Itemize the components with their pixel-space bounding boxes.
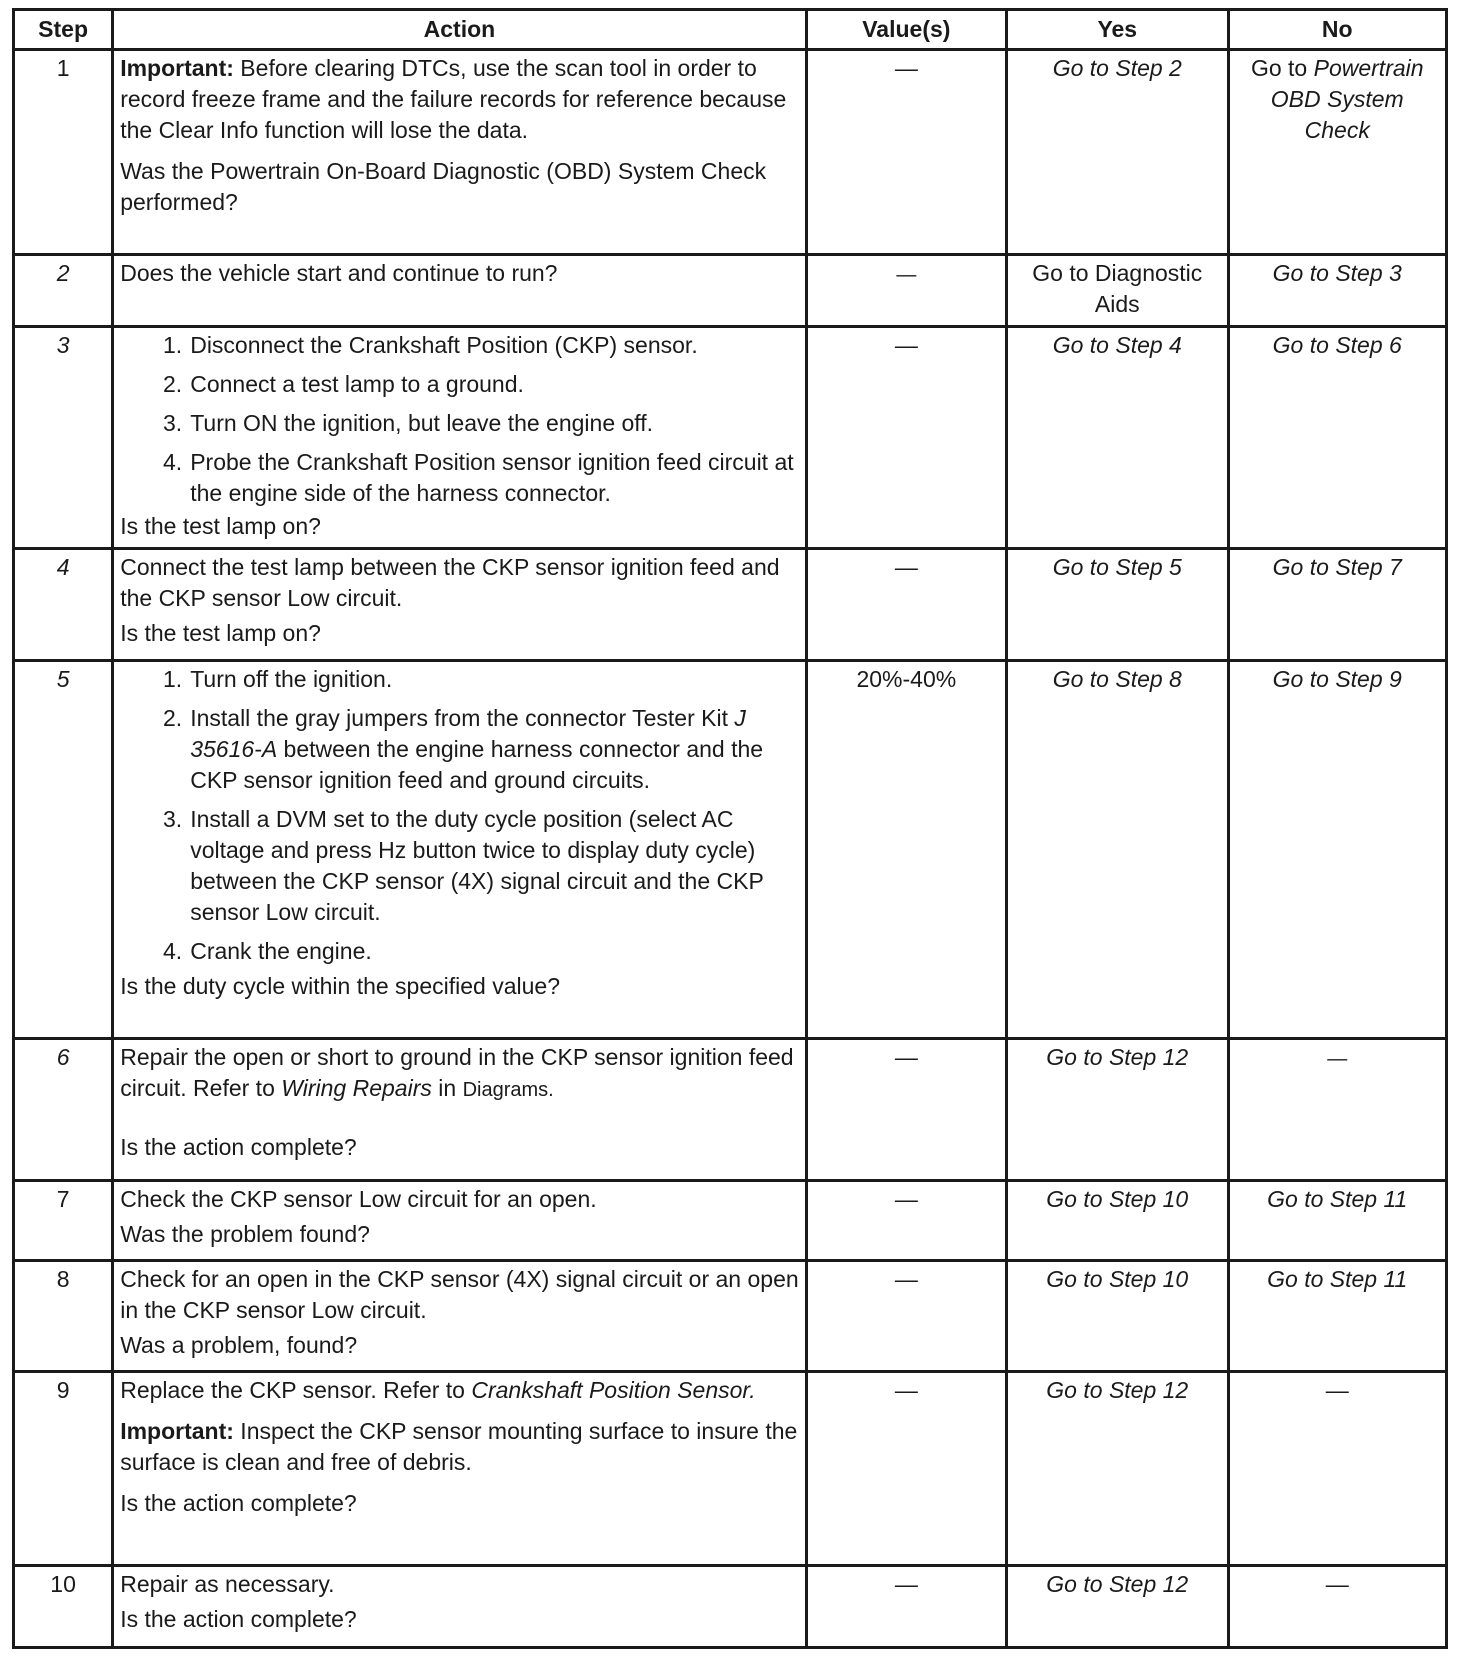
action-text: Check for an open in the CKP sensor (4X) signal circuit or an open in the CKP sensor Low circuit. — [120, 1266, 799, 1323]
value-cell — [806, 255, 1006, 327]
goto-target: Powertrain OBD System Check — [1270, 55, 1424, 143]
goto-link: Go to Step 4 — [1052, 332, 1182, 358]
step-number: 8 — [14, 1261, 113, 1372]
yes-cell — [1007, 1566, 1228, 1648]
table-row — [14, 1566, 1447, 1648]
diagnostic-table-sheet — [12, 8, 1448, 1649]
step-number: 7 — [14, 1181, 113, 1261]
action-cell — [113, 1181, 806, 1261]
value-cell — [806, 327, 1006, 549]
dash: — — [894, 55, 918, 81]
diagnostic-table — [12, 8, 1448, 1649]
list-item: 3. Install a DVM set to the duty cycle position (select AC voltage and press Hz button twice to display duty cycle) between the CKP sensor (4X) signal circuit and the CKP sensor Low circuit. — [163, 806, 764, 925]
action-text: Repair the open or short to ground in the CKP sensor ignition feed circuit. Refer to Wiring Repairs in Diagrams. — [120, 1044, 794, 1101]
table-row — [14, 327, 1447, 549]
dash: — — [1327, 1048, 1348, 1070]
procedure-list — [120, 330, 798, 509]
important-label: Important: — [120, 55, 234, 81]
value-cell — [806, 549, 1006, 661]
no-cell — [1228, 1039, 1447, 1181]
reference-title: Wiring Repairs — [281, 1075, 432, 1101]
action-cell — [113, 1261, 806, 1372]
yes-cell — [1007, 50, 1228, 255]
tool-number: J 35616-A — [190, 705, 746, 762]
goto-link: Go to Step 6 — [1272, 332, 1402, 358]
action-cell — [113, 255, 806, 327]
yes-cell — [1007, 1181, 1228, 1261]
list-item: 1. Disconnect the Crankshaft Position (CKP) sensor. — [163, 332, 698, 358]
dash: — — [894, 1186, 918, 1212]
header-step: Step — [14, 10, 113, 50]
dash: — — [1325, 1377, 1349, 1403]
action-text: Connect the test lamp between the CKP sensor ignition feed and the CKP sensor Low circuit. — [120, 554, 780, 611]
goto-link — [1251, 55, 1424, 143]
value-cell — [806, 1261, 1006, 1372]
no-cell — [1228, 661, 1447, 1039]
goto-link: Go to Diagnostic Aids — [1032, 260, 1203, 317]
action-cell — [113, 327, 806, 549]
list-item: 3. Turn ON the ignition, but leave the engine off. — [163, 410, 654, 436]
action-text: Check the CKP sensor Low circuit for an open. — [120, 1186, 597, 1212]
table-row — [14, 1261, 1447, 1372]
goto-link: Go to Step 11 — [1267, 1186, 1408, 1212]
action-question: Was a problem, found? — [120, 1332, 358, 1358]
yes-cell — [1007, 327, 1228, 549]
header-yes: Yes — [1007, 10, 1228, 50]
no-cell — [1228, 1566, 1447, 1648]
goto-prefix: Go to — [1250, 55, 1314, 81]
yes-cell — [1007, 1039, 1228, 1181]
action-question: Is the test lamp on? — [120, 620, 321, 646]
action-question: Is the test lamp on? — [120, 513, 321, 539]
no-cell — [1228, 1372, 1447, 1566]
action-question: Is the duty cycle within the specified value? — [120, 973, 560, 999]
header-action: Action — [113, 10, 806, 50]
goto-link: Go to Step 9 — [1272, 666, 1402, 692]
yes-cell — [1007, 255, 1228, 327]
important-text: Inspect the CKP sensor mounting surface to insure the surface is clean and free of debris. — [120, 1418, 798, 1475]
list-item: 2. Install the gray jumpers from the connector Tester Kit J 35616-A between the engine harness connector and the CKP sensor ignition feed and ground circuits. — [163, 705, 764, 793]
step-number: 5 — [14, 661, 113, 1039]
goto-link: Go to Step 7 — [1272, 554, 1402, 580]
step-number: 4 — [14, 549, 113, 661]
goto-link: Go to Step 12 — [1046, 1377, 1189, 1403]
no-cell — [1228, 255, 1447, 327]
table-row — [14, 1372, 1447, 1566]
step-number: 1 — [14, 50, 113, 255]
no-cell — [1228, 327, 1447, 549]
list-item: 4. Crank the engine. — [163, 938, 372, 964]
dash: — — [894, 1044, 918, 1070]
reference-section: Diagrams. — [462, 1079, 554, 1101]
action-cell — [113, 1566, 806, 1648]
header-values: Value(s) — [806, 10, 1006, 50]
table-row — [14, 661, 1447, 1039]
list-item: 2. Connect a test lamp to a ground. — [163, 371, 524, 397]
action-question: Does the vehicle start and continue to run? — [120, 260, 558, 286]
action-text: Replace the CKP sensor. Refer to Crankshaft Position Sensor. — [120, 1377, 756, 1403]
goto-link: Go to Step 12 — [1046, 1044, 1189, 1070]
action-question: Is the action complete? — [120, 1490, 357, 1516]
important-note — [120, 1416, 798, 1478]
value-cell — [806, 50, 1006, 255]
reference-title: Crankshaft Position Sensor. — [471, 1377, 756, 1403]
yes-cell — [1007, 1261, 1228, 1372]
no-cell — [1228, 549, 1447, 661]
dash: — — [894, 332, 918, 358]
action-cell — [113, 50, 806, 255]
no-cell — [1228, 1181, 1447, 1261]
action-cell — [113, 1039, 806, 1181]
table-row — [14, 1181, 1447, 1261]
action-question: Was the problem found? — [120, 1221, 370, 1247]
no-cell — [1228, 50, 1447, 255]
value-cell — [806, 1181, 1006, 1261]
step-number: 2 — [14, 255, 113, 327]
yes-cell — [1007, 661, 1228, 1039]
goto-link: Go to Step 10 — [1046, 1186, 1189, 1212]
goto-link: Go to Step 5 — [1052, 554, 1182, 580]
no-cell — [1228, 1261, 1447, 1372]
goto-link: Go to Step 11 — [1267, 1266, 1408, 1292]
important-note — [120, 53, 798, 146]
table-row — [14, 549, 1447, 661]
list-item: 1. Turn off the ignition. — [163, 666, 393, 692]
action-question: Is the action complete? — [120, 1134, 357, 1160]
table-row — [14, 50, 1447, 255]
table-row — [14, 255, 1447, 327]
important-text: Before clearing DTCs, use the scan tool in order to record freeze frame and the failure records for reference because the Clear Info function will lose the data. — [120, 55, 787, 143]
goto-link: Go to Step 10 — [1046, 1266, 1189, 1292]
dash: — — [894, 1571, 918, 1597]
procedure-list — [120, 664, 798, 967]
value-cell — [806, 1039, 1006, 1181]
header-no: No — [1228, 10, 1447, 50]
dash: — — [894, 1266, 918, 1292]
action-cell — [113, 1372, 806, 1566]
action-text: Repair as necessary. — [120, 1571, 335, 1597]
list-item: 4. Probe the Crankshaft Position sensor ignition feed circuit at the engine side of the harness connector. — [163, 449, 794, 506]
header-row — [14, 10, 1447, 50]
dash: — — [896, 264, 917, 286]
yes-cell — [1007, 549, 1228, 661]
yes-cell — [1007, 1372, 1228, 1566]
value-cell — [806, 1566, 1006, 1648]
spec-value: 20%-40% — [856, 666, 957, 692]
goto-link: Go to Step 3 — [1272, 260, 1402, 286]
step-number: 3 — [14, 327, 113, 549]
dash: — — [894, 554, 918, 580]
goto-link: Go to Step 2 — [1052, 55, 1182, 81]
step-number: 6 — [14, 1039, 113, 1181]
step-number: 9 — [14, 1372, 113, 1566]
dash: — — [1325, 1571, 1349, 1597]
action-cell — [113, 661, 806, 1039]
goto-link: Go to Step 8 — [1052, 666, 1182, 692]
dash: — — [894, 1377, 918, 1403]
goto-link: Go to Step 12 — [1046, 1571, 1189, 1597]
action-question: Was the Powertrain On-Board Diagnostic (OBD) System Check performed? — [120, 158, 767, 215]
action-question: Is the action complete? — [120, 1606, 357, 1632]
table-row — [14, 1039, 1447, 1181]
value-cell — [806, 1372, 1006, 1566]
action-cell — [113, 549, 806, 661]
important-label: Important: — [120, 1418, 234, 1444]
step-number: 10 — [14, 1566, 113, 1648]
value-cell — [806, 661, 1006, 1039]
